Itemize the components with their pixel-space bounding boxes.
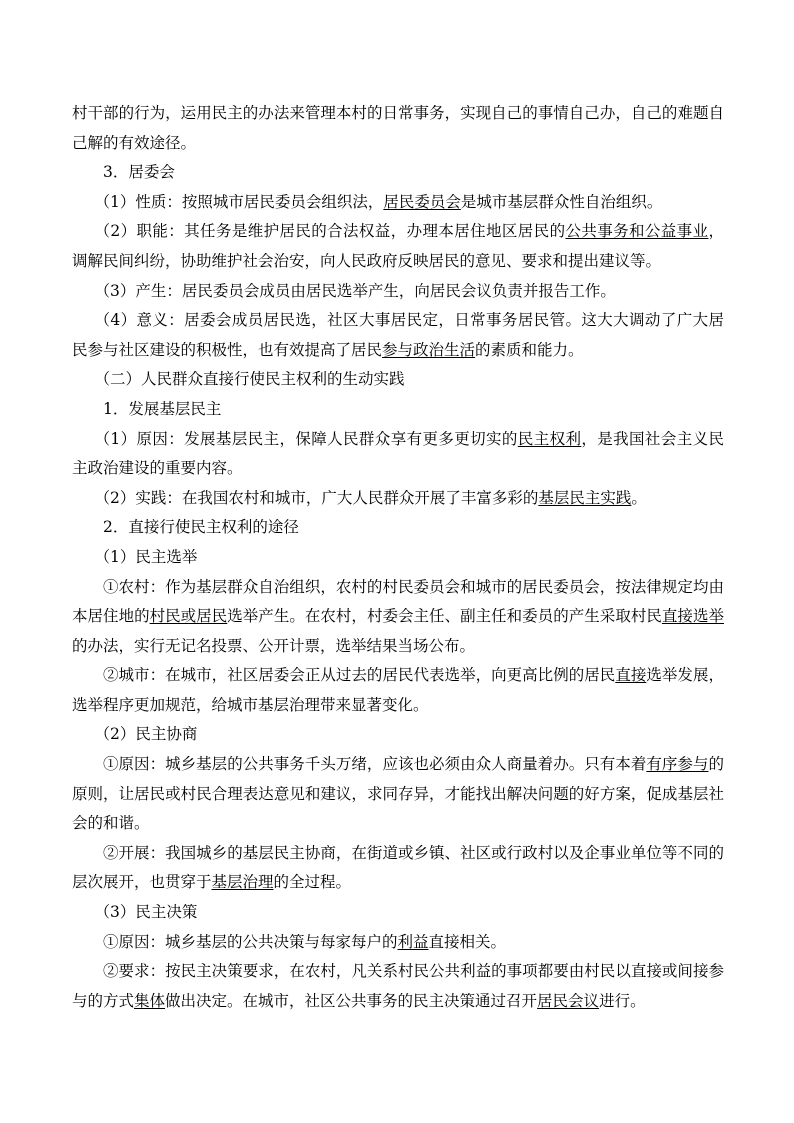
document-page bbox=[72, 99, 724, 1016]
paragraph-p9 bbox=[72, 484, 724, 514]
text-run: 。 bbox=[631, 488, 647, 507]
text-run: （2）职能：其任务是维护居民的合法权益，办理本居住地区居民的 bbox=[94, 222, 566, 241]
text-run: 3．居委会 bbox=[103, 163, 175, 182]
text-run: （二）人民群众直接行使民主权利的生动实践 bbox=[94, 370, 405, 389]
paragraph-p16 bbox=[72, 839, 724, 898]
text-run: 是城市基层群众性自治组织。 bbox=[460, 192, 663, 211]
underlined-term: 公共事务和公益事业 bbox=[565, 222, 709, 241]
paragraph-p2 bbox=[72, 188, 724, 218]
underlined-term: 参与政治生活 bbox=[382, 340, 476, 359]
text-run: 选举产生。在农村，村委会主任、副主任和委员的产生采取村民 bbox=[227, 607, 662, 626]
text-run: ②城市：在城市，社区居委会正从过去的居民代表选举，向更高比例的居民 bbox=[103, 666, 616, 685]
text-run: 进行。 bbox=[599, 991, 646, 1010]
paragraph-p1 bbox=[72, 158, 724, 188]
underlined-term: 民主权利 bbox=[517, 429, 582, 448]
text-run: 的原则，让居民或村民合理表达意见和建议，求同存异，才能找出解决问题的好方案，促成基层社会的和谐。 bbox=[72, 755, 724, 833]
underlined-term: 利益 bbox=[397, 932, 429, 951]
text-run: 的素质和能力。 bbox=[475, 340, 584, 359]
text-run: （4）意义：居委会成员居民选，社区大事居民定，日常事务居民管。这大大调动了广大居民参与社区建设的积极性，也有效提高了居民 bbox=[72, 311, 724, 359]
paragraph-p14 bbox=[72, 720, 724, 750]
paragraph-p10 bbox=[72, 513, 724, 543]
text-run: 2．直接行使民主权利的途径 bbox=[103, 518, 299, 537]
paragraph-p4 bbox=[72, 277, 724, 307]
underlined-term: 直接选举 bbox=[661, 607, 724, 626]
text-run: 做出决定。在城市，社区公共事务的民主决策通过召开 bbox=[165, 991, 538, 1010]
paragraph-p7 bbox=[72, 395, 724, 425]
text-run: （3）民主决策 bbox=[94, 903, 198, 922]
underlined-term: 基层民主实践 bbox=[538, 488, 632, 507]
text-run: （2）实践：在我国农村和城市，广大人民群众开展了丰富多彩的 bbox=[94, 488, 539, 507]
paragraph-p3 bbox=[72, 217, 724, 276]
paragraph-p18 bbox=[72, 928, 724, 958]
text-run: 直接相关。 bbox=[428, 932, 507, 951]
underlined-term: 基层治理 bbox=[211, 873, 274, 892]
text-run: 的办法，实行无记名投票、公开计票，选举结果当场公布。 bbox=[72, 636, 476, 655]
underlined-term: 有序参与 bbox=[646, 755, 709, 774]
text-run: ，调解民间纠纷，协助维护社会治安，向人民政府反映居民的意见、要求和提出建议等。 bbox=[72, 222, 724, 270]
text-run: 的全过程。 bbox=[273, 873, 352, 892]
text-run: （1）原因：发展基层民主，保障人民群众享有更多更切实的 bbox=[94, 429, 518, 448]
text-run: ②开展：我国城乡的基层民主协商，在街道或乡镇、社区或行政村以及企事业单位等不同的层次展开，也贯穿于 bbox=[72, 843, 724, 892]
text-run: （1）民主选举 bbox=[94, 547, 198, 566]
paragraph-p17 bbox=[72, 898, 724, 928]
text-run: （1）性质：按照城市居民委员会组织法， bbox=[94, 192, 384, 211]
text-run: ，是我国社会主义民主政治建设的重要内容。 bbox=[72, 429, 724, 478]
paragraph-p11 bbox=[72, 543, 724, 573]
underlined-term: 村民或居民 bbox=[149, 607, 228, 626]
underlined-term: 集体 bbox=[134, 991, 166, 1010]
underlined-term: 居民委员会 bbox=[383, 192, 461, 211]
paragraph-p5 bbox=[72, 306, 724, 365]
text-run: ②要求：按民主决策要求，在农村，凡关系村民公共利益的事项都要由村民以直接或间接参与的方式 bbox=[72, 962, 724, 1010]
paragraph-p6 bbox=[72, 365, 724, 395]
text-run: （3）产生：居民委员会成员由居民选举产生，向居民会议负责并报告工作。 bbox=[94, 281, 616, 300]
underlined-term: 居民会议 bbox=[537, 991, 600, 1010]
text-run: （2）民主协商 bbox=[94, 725, 198, 744]
text-run: 1．发展基层民主 bbox=[103, 399, 222, 418]
text-run: 村干部的行为，运用民主的办法来管理本村的日常事务，实现自己的事情自己办，自己的难题自己解的有效途径。 bbox=[72, 104, 724, 152]
paragraph-p15 bbox=[72, 750, 724, 839]
text-run: 选举发展，选举程序更加规范，给城市基层治理带来显著变化。 bbox=[72, 666, 724, 714]
paragraph-p12 bbox=[72, 573, 724, 662]
paragraph-p0 bbox=[72, 99, 724, 158]
paragraph-p19 bbox=[72, 957, 724, 1016]
text-run: ①原因：城乡基层的公共决策与每家每户的 bbox=[103, 932, 398, 951]
text-run: ①农村：作为基层群众自治组织，农村的村民委员会和城市的居民委员会，按法律规定均由本居住地的 bbox=[72, 577, 724, 626]
paragraph-p8 bbox=[72, 425, 724, 484]
paragraph-p13 bbox=[72, 661, 724, 720]
underlined-term: 直接 bbox=[615, 666, 647, 685]
text-run: ①原因：城乡基层的公共事务千头万绪，应该也必须由众人商量着办。只有本着 bbox=[103, 755, 647, 774]
